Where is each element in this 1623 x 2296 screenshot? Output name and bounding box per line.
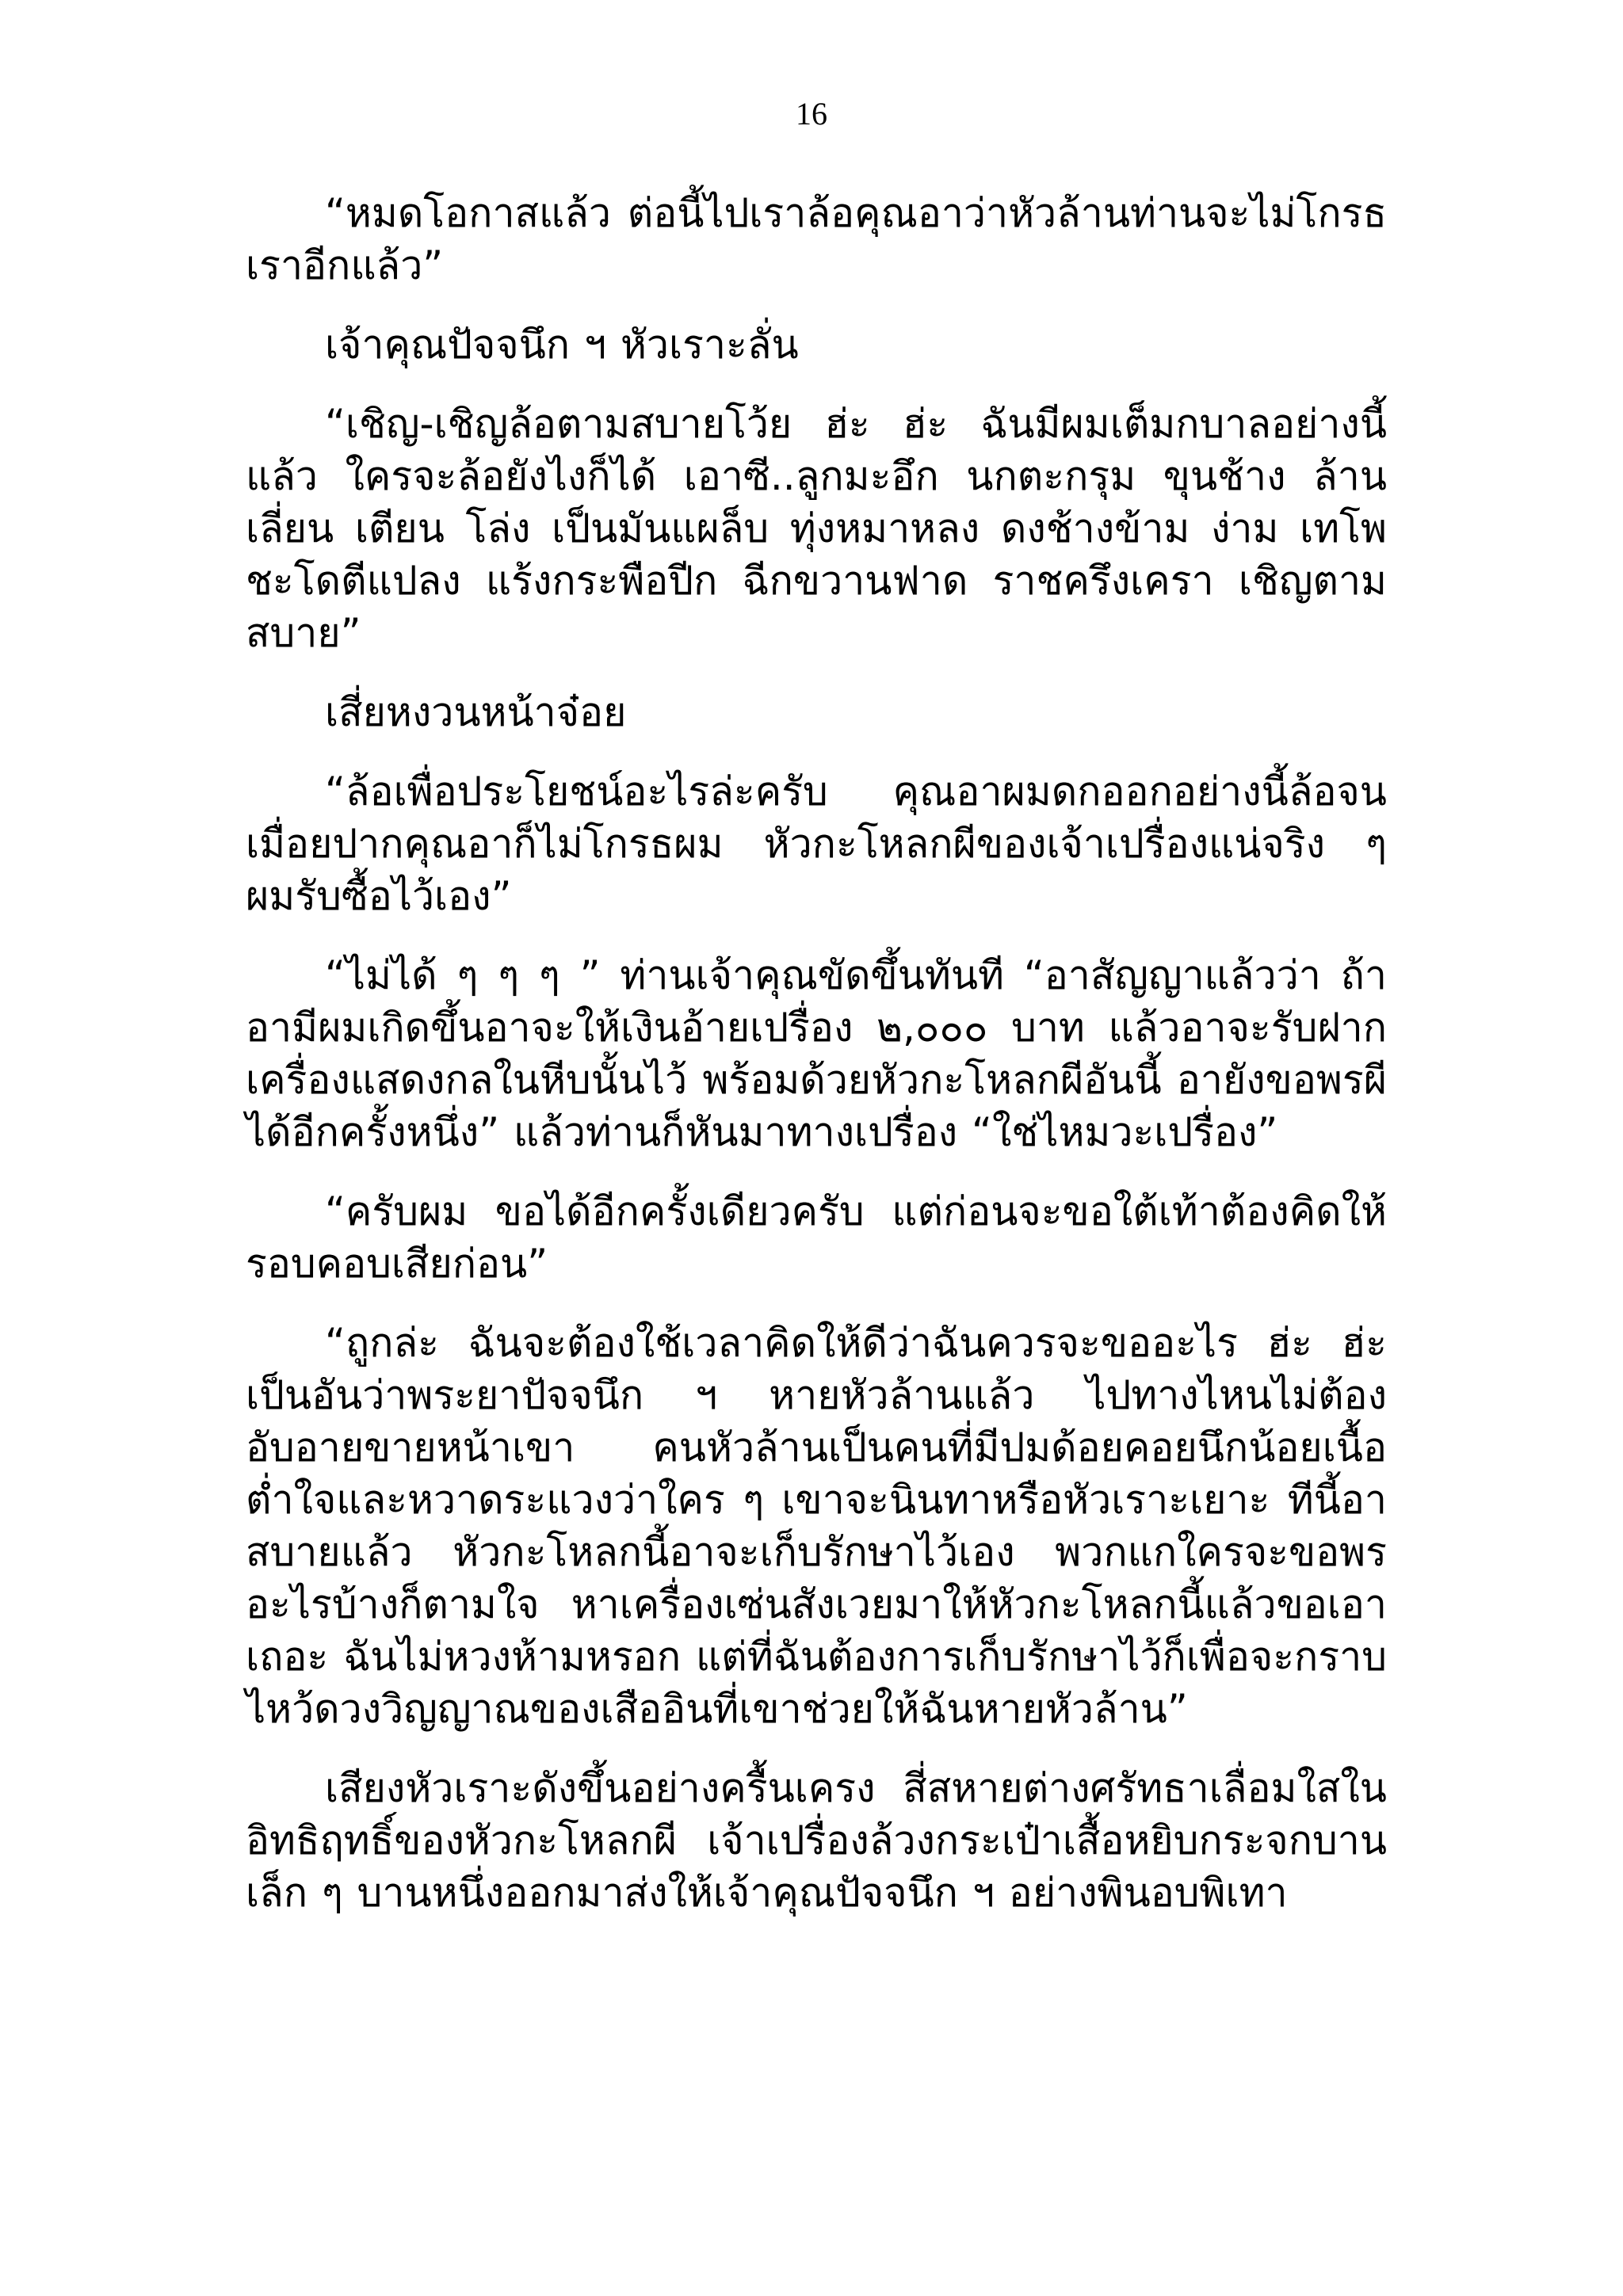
paragraph: “ครับผม ขอได้อีกครั้งเดียวครับ แต่ก่อนจะขอใต้เท้าต้องคิดให้รอบคอบเสียก่อน”	[246, 1188, 1387, 1287]
paragraph: เจ้าคุณปัจจนึก ฯ หัวเราะลั่น	[325, 322, 799, 368]
page-number: 16	[796, 96, 827, 132]
paragraph: “ไม่ได้ ๆ ๆ ๆ ” ท่านเจ้าคุณขัดขึ้นทันที “อาสัญญาแล้วว่า ถ้าอามีผมเกิดขึ้นอาจะให้เงินอ้ายเปรื่อง ๒,๐๐๐ บาท แล้วอาจะรับฝากเครื่องแสดงกลในหีบนั้นไว้ พร้อมด้วยหัวกะโหลกผีอันนี้ อายังขอพรผีได้อีกครั้งหนึ่ง” แล้วท่านก็หันมาทางเปรื่อง “ใช่ไหมวะเปรื่อง”	[246, 952, 1387, 1155]
paragraph: เสี่ยหงวนหน้าจ๋อย	[325, 689, 627, 735]
paragraph: “เชิญ-เชิญล้อตามสบายโว้ย ฮ่ะ ฮ่ะ ฉันมีผมเต็มกบาลอย่างนี้แล้ว ใครจะล้อยังไงก็ได้ เอาซี..ลูกมะอึก นกตะกรุม ขุนช้าง ล้าน เลี่ยน เตียน โล่ง เป็นมันแผล็บ ทุ่งหมาหลง ดงช้างข้าม ง่าม เทโพ ชะโดตีแปลง แร้งกระพือปีก ฉีกขวานฟาด ราชครึงเครา เชิญตามสบาย”	[246, 401, 1387, 656]
body-text	[246, 187, 1387, 1946]
paragraph: “ถูกล่ะ ฉันจะต้องใช้เวลาคิดให้ดีว่าฉันควรจะขออะไร ฮ่ะ ฮ่ะ เป็นอันว่าพระยาปัจจนึก ฯ หายหัวล้านแล้ว ไปทางไหนไม่ต้องอับอายขายหน้าเขา คนหัวล้านเป็นคนที่มีปมด้อยคอยนึกน้อยเนื้อต่ำใจและหวาดระแวงว่าใคร ๆ เขาจะนินทาหรือหัวเราะเยาะ ทีนี้อาสบายแล้ว หัวกะโหลกนี้อาจะเก็บรักษาไว้เอง พวกแกใครจะขอพรอะไรบ้างก็ตามใจ หาเครื่องเซ่นสังเวยมาให้หัวกะโหลกนี้แล้วขอเอาเถอะ ฉันไม่หวงห้ามหรอก แต่ที่ฉันต้องการเก็บรักษาไว้ก็เพื่อจะกราบไหว้ดวงวิญญาณของเสืออินที่เขาช่วยให้ฉันหายหัวล้าน”	[246, 1320, 1387, 1732]
paragraph: เสียงหัวเราะดังขึ้นอย่างครื้นเครง สี่สหายต่างศรัทธาเลื่อมใสในอิทธิฤทธิ์ของหัวกะโหลกผี เจ้าเปรื่องล้วงกระเป๋าเสื้อหยิบกระจกบานเล็ก ๆ บานหนึ่งออกมาส่งให้เจ้าคุณปัจจนึก ฯ อย่างพินอบพิเทา	[246, 1765, 1387, 1916]
paragraph: “ล้อเพื่อประโยชน์อะไรล่ะครับ คุณอาผมดกออกอย่างนี้ล้อจนเมื่อยปากคุณอาก็ไม่โกรธผม หัวกะโหลกผีของเจ้าเปรื่องแน่จริง ๆ ผมรับซื้อไว้เอง”	[246, 769, 1387, 919]
paragraph: “หมดโอกาสแล้ว ต่อนี้ไปเราล้อคุณอาว่าหัวล้านท่านจะไม่โกรธเราอีกแล้ว”	[246, 190, 1387, 288]
